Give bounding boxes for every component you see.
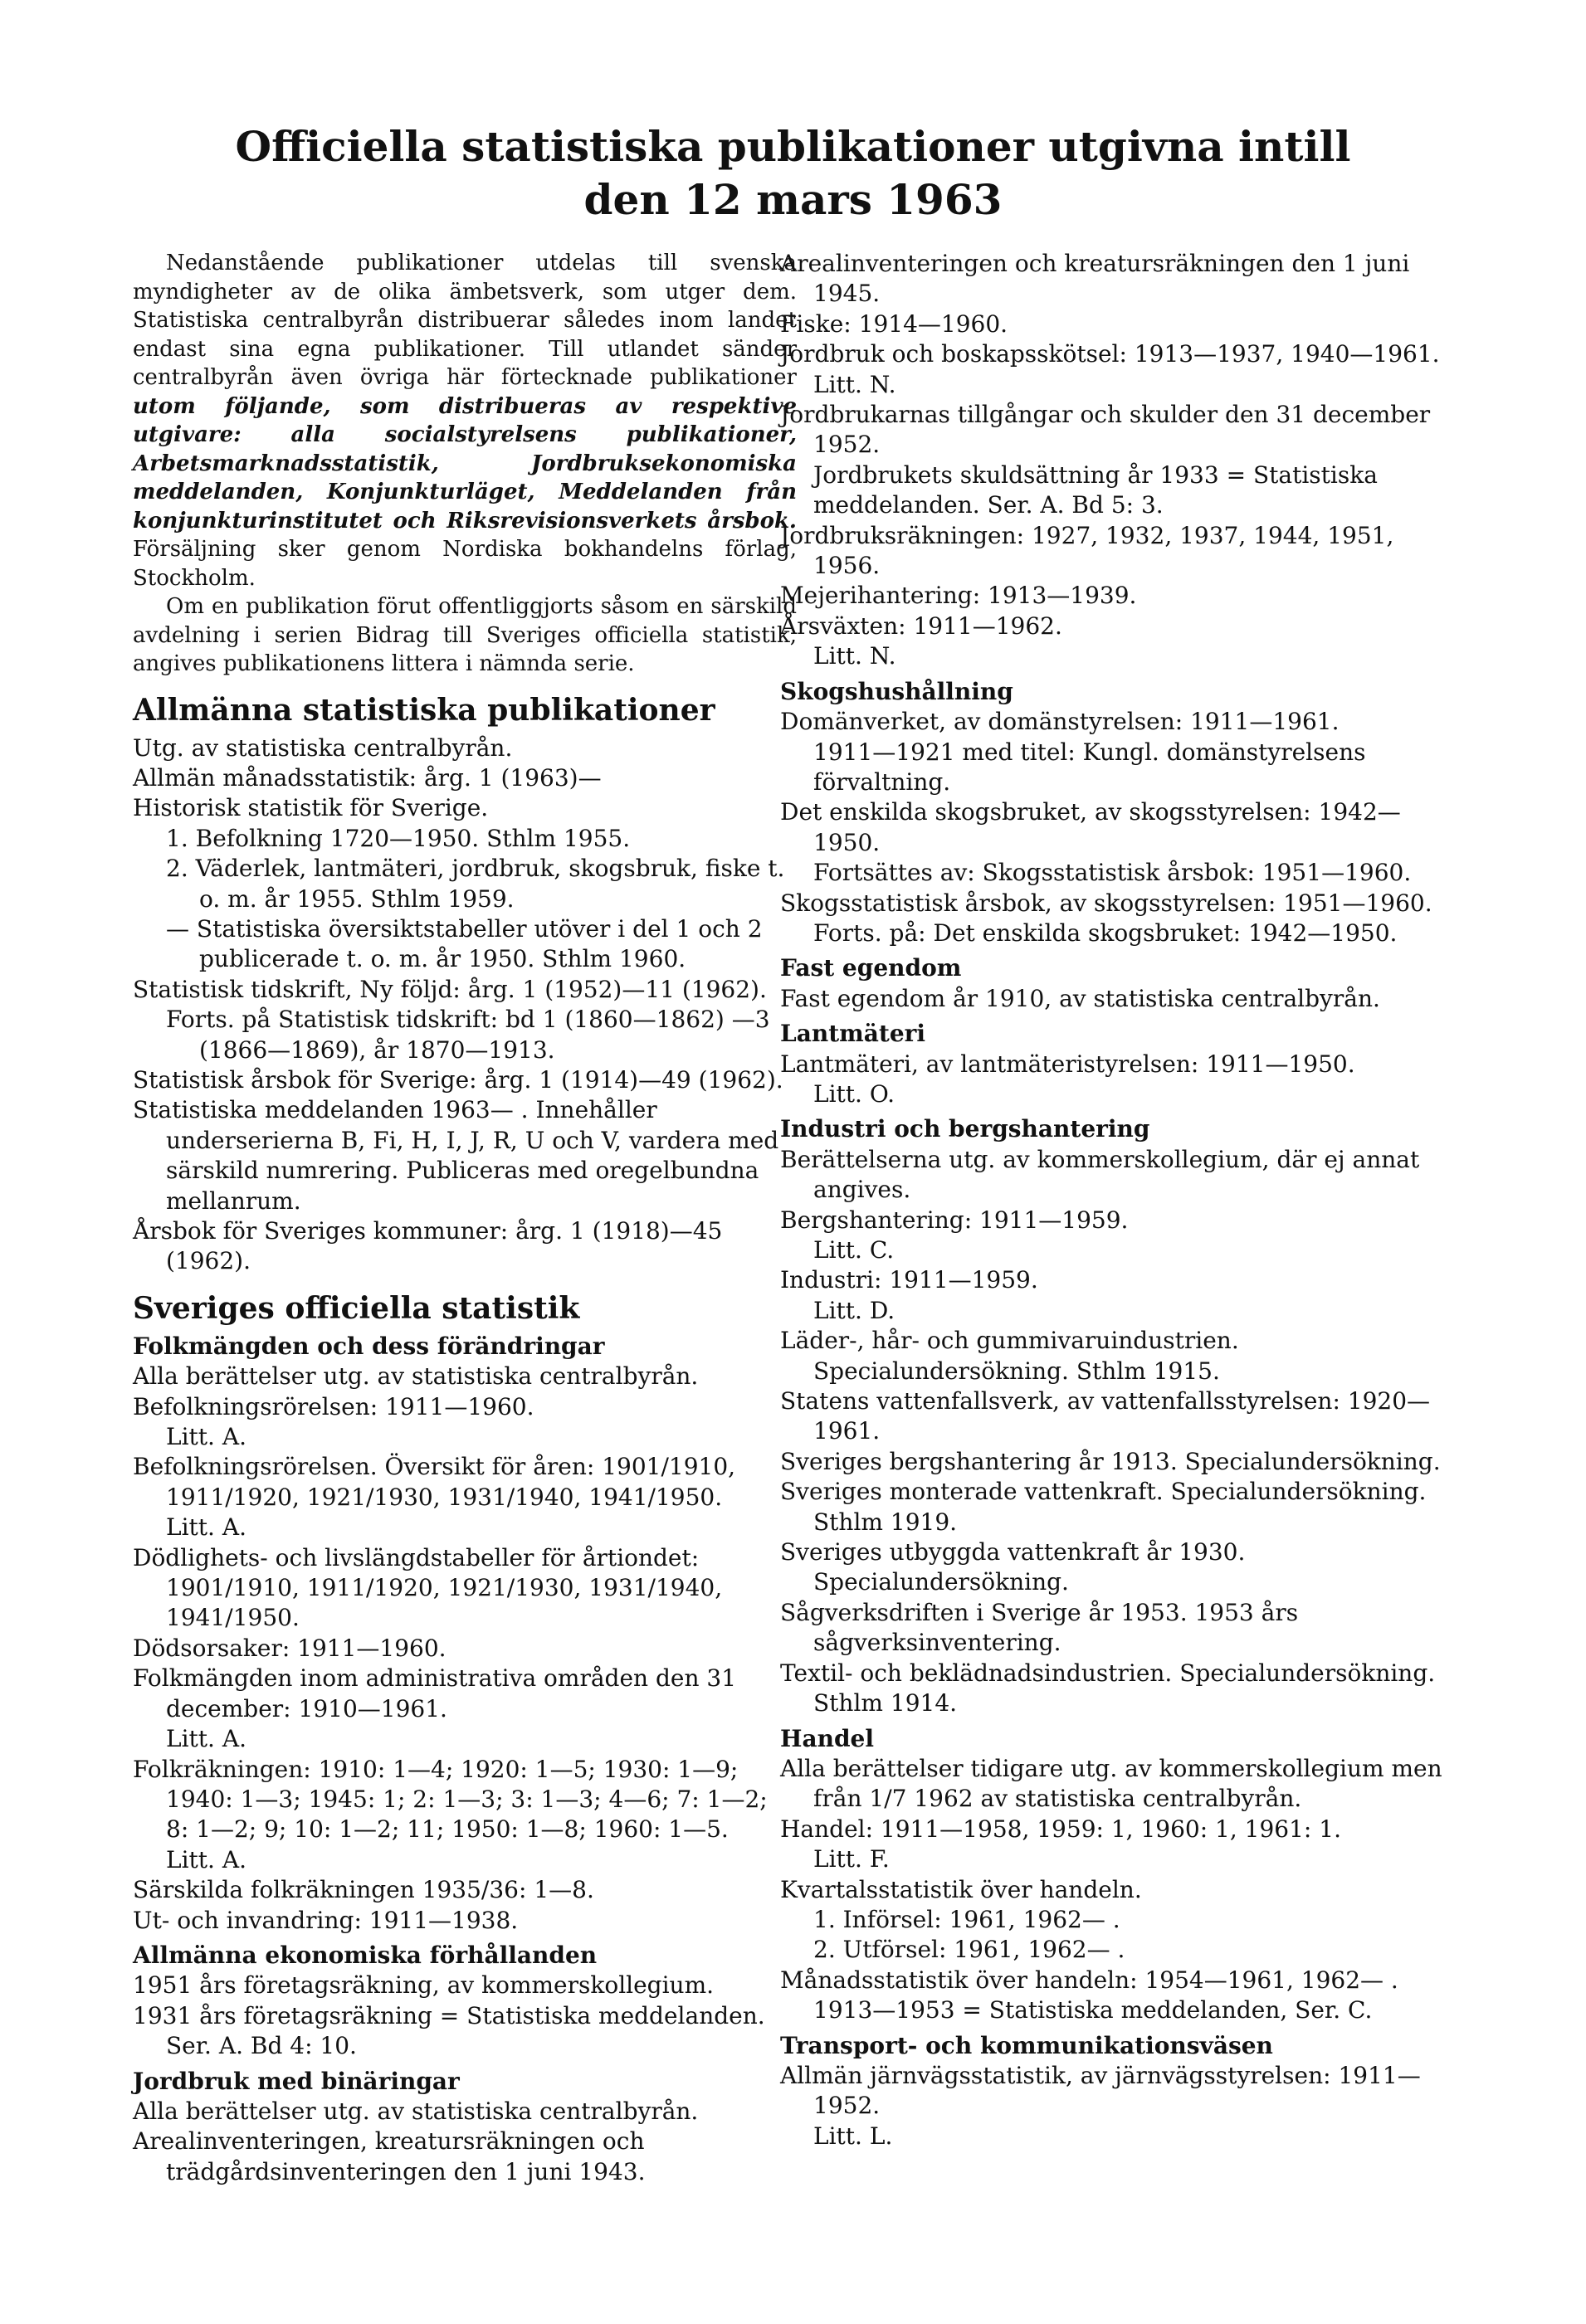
entry: 1931 års företagsräkning = Statistiska meddelanden. Ser. A. Bd 4: 10.: [133, 2001, 765, 2060]
entry: Ut- och invandring: 1911—1938.: [133, 1906, 519, 1934]
entry-sub: 1. Införsel: 1961, 1962— .: [813, 1905, 1120, 1933]
entry: Dödlighets- och livslängdstabeller för årtiondet: 1901/1910, 1911/1920, 1921/1930, 1931/1940, 1941/1950.: [133, 1543, 723, 1632]
category-heading: Jordbruk med binäringar: [133, 2067, 460, 2095]
entry: Fiske: 1914—1960.: [780, 309, 1008, 338]
entry: Sågverksdriften i Sverige år 1953. 1953 års sågverksinventering.: [780, 1598, 1299, 1657]
entry: Arealinventeringen, kreatursräkningen och trädgårdsinventeringen den 1 juni 1943.: [133, 2127, 646, 2185]
entry: Allmän månadsstatistik: årg. 1 (1963)—: [133, 763, 602, 792]
entry: Statistisk tidskrift, Ny följd: årg. 1 (1952)—11 (1962).: [133, 975, 767, 1003]
entry: Jordbruksräkningen: 1927, 1932, 1937, 1944, 1951, 1956.: [780, 521, 1394, 580]
litt-label: Litt. L.: [813, 2122, 893, 2150]
intro-text-b: Försäljning sker genom Nordiska bokhandelns förlag, Stockholm.: [133, 537, 797, 591]
intro-paragraph: [133, 249, 797, 592]
entry: Historisk statistik för Sverige.: [133, 794, 489, 822]
entry: Det enskilda skogsbruket, av skogsstyrelsen: 1942—1950.: [780, 798, 1401, 856]
entry: Läder-, hår- och gummivaruindustrien. Specialundersökning. Sthlm 1915.: [780, 1327, 1239, 1385]
entry: Alla berättelser utg. av statistiska centralbyrån.: [133, 2097, 699, 2125]
entry: Årsväxten: 1911—1962.: [780, 611, 1062, 640]
entry: Befolkningsrörelsen: 1911—1960.: [133, 1392, 534, 1420]
litt-label: Litt. C.: [813, 1236, 895, 1264]
category-heading: Lantmäteri: [780, 1020, 926, 1048]
category-heading: Transport- och kommunikationsväsen: [780, 2031, 1273, 2059]
litt-label: Litt. N.: [813, 370, 896, 398]
page-title: Officiella statistiska publikationer utgivna intill: [235, 122, 1351, 171]
category-heading: Allmänna ekonomiska förhållanden: [133, 1941, 598, 1969]
entry: Fast egendom år 1910, av statistiska centralbyrån.: [780, 984, 1380, 1012]
category-heading: Handel: [780, 1724, 874, 1752]
entry: Berättelserna utg. av kommerskollegium, där ej annat angives.: [780, 1145, 1420, 1204]
category-heading: Skogshushållning: [780, 677, 1013, 705]
right-column: [780, 249, 1444, 2151]
litt-label: Litt. A.: [166, 1513, 246, 1542]
litt-label: Litt. D.: [813, 1296, 895, 1324]
entry-sub: Forts. på Statistisk tidskrift: bd 1 (1860—1862) —3 (1866—1869), år 1870—1913.: [166, 1006, 770, 1064]
entry: Kvartalsstatistik över handeln.: [780, 1875, 1142, 1903]
entry: Dödsorsaker: 1911—1960.: [133, 1634, 447, 1662]
entry: Sveriges bergshantering år 1913. Specialundersökning.: [780, 1447, 1441, 1475]
entry: Månadsstatistik över handeln: 1954—1961, 1962— .: [780, 1966, 1398, 1994]
litt-label: Litt. F.: [813, 1845, 890, 1873]
entry: Handel: 1911—1958, 1959: 1, 1960: 1, 1961: 1.: [780, 1815, 1341, 1843]
entry: Statens vattenfallsverk, av vattenfallsstyrelsen: 1920—1961.: [780, 1387, 1431, 1445]
page-subtitle-date: den 12 mars 1963: [583, 175, 1003, 224]
entry: Skogsstatistisk årsbok, av skogsstyrelsen: 1951—1960.: [780, 889, 1432, 917]
entry: Lantmäteri, av lantmäteristyrelsen: 1911—1950.: [780, 1050, 1355, 1078]
entry-sub: 1911—1921 med titel: Kungl. domänstyrelsens förvaltning.: [813, 738, 1366, 796]
entry-sub: Forts. på: Det enskilda skogsbruket: 1942—1950.: [813, 918, 1398, 947]
entry: Textil- och beklädnadsindustrien. Specialundersökning. Sthlm 1914.: [780, 1659, 1436, 1717]
entry: Årsbok för Sveriges kommuner: årg. 1 (1918)—45 (1962).: [133, 1217, 723, 1275]
section-heading-general: Allmänna statistiska publikationer: [133, 692, 715, 728]
entry: Domänverket, av domänstyrelsen: 1911—1961.: [780, 708, 1340, 736]
entry: Industri: 1911—1959.: [780, 1266, 1038, 1294]
entry-sub: 2. Utförsel: 1961, 1962— .: [813, 1936, 1125, 1964]
entry: Alla berättelser tidigare utg. av kommerskollegium men från 1/7 1962 av statistiska centralbyrån.: [780, 1754, 1442, 1813]
category-heading: Folkmängden och dess förändringar: [133, 1332, 605, 1360]
entry-sub: Fortsättes av: Skogsstatistisk årsbok: 1951—1960.: [813, 859, 1412, 887]
category-heading: Industri och bergshantering: [780, 1115, 1150, 1143]
entry: Utg. av statistiska centralbyrån.: [133, 733, 513, 762]
entry-sub: 1. Befolkning 1720—1950. Sthlm 1955.: [166, 824, 631, 852]
entry: Särskilda folkräkningen 1935/36: 1—8.: [133, 1876, 594, 1904]
entry-sub: — Statistiska översiktstabeller utöver i del 1 och 2 publicerade t. o. m. år 1950. Sthlm 1960.: [166, 914, 763, 973]
intro-text-a: Nedanstående publikationer utdelas till svenska myndigheter av de olika ämbetsverk, som utger dem. Statistiska centralbyrån distribuerar således inom landet endast sina egna publikationer. Till utlandet sänder centralbyrån även övriga här förtecknade publikationer: [133, 251, 797, 390]
entry: Befolkningsrörelsen. Översikt för åren: 1901/1910, 1911/1920, 1921/1930, 1931/1940, 1941/1950.: [133, 1453, 736, 1511]
entry: Sveriges monterade vattenkraft. Specialundersökning. Sthlm 1919.: [780, 1478, 1427, 1536]
entry: Alla berättelser utg. av statistiska centralbyrån.: [133, 1362, 699, 1391]
litt-label: Litt. A.: [166, 1845, 246, 1873]
category-heading: Fast egendom: [780, 954, 962, 982]
entry: Statistiska meddelanden 1963— . Innehåller underserierna B, Fi, H, I, J, R, U och V, vardera med särskild numrering. Publiceras med oregelbundna mellanrum.: [133, 1096, 779, 1215]
entry: Allmän järnvägsstatistik, av järnvägsstyrelsen: 1911—1952.: [780, 2061, 1421, 2120]
entry-sub: 1913—1953 = Statistiska meddelanden, Ser. C.: [813, 1996, 1373, 2024]
entry: Folkmängden inom administrativa områden den 31 december: 1910—1961.: [133, 1664, 737, 1722]
entry: Sveriges utbyggda vattenkraft år 1930. Specialundersökning.: [780, 1538, 1246, 1596]
entry-sub: Jordbrukets skuldsättning år 1933 = Statistiska meddelanden. Ser. A. Bd 5: 3.: [813, 460, 1378, 519]
section-heading-official: Sveriges officiella statistik: [133, 1290, 580, 1326]
entry: Bergshantering: 1911—1959.: [780, 1206, 1129, 1234]
litt-label: Litt. N.: [813, 642, 896, 670]
litt-label: Litt. O.: [813, 1079, 895, 1108]
intro-text-emphasis: utom följande, som distribueras av respektive utgivare: alla socialstyrelsens publikationer, Arbetsmarknadsstatistik, Jordbruksekonomiska meddelanden, Konjunkturläget, Meddelanden från konjunkturinstitutet och Riksrevisionsverkets årsbok.: [133, 393, 797, 533]
entry: Folkräkningen: 1910: 1—4; 1920: 1—5; 1930: 1—9; 1940: 1—3; 1945: 1; 2: 1—3; 3: 1—3; 4—6; 7: 1—2; 8: 1—2; 9; 10: 1—2; 11; 1950: 1—8; 1960: 1—5.: [133, 1755, 768, 1844]
entry: Mejerihantering: 1913—1939.: [780, 582, 1137, 610]
entry: Jordbruk och boskapsskötsel: 1913—1937, 1940—1961.: [780, 340, 1440, 368]
entry: 1951 års företagsräkning, av kommerskollegium.: [133, 1971, 715, 2000]
entry-sub: 2. Väderlek, lantmäteri, jordbruk, skogsbruk, fiske t. o. m. år 1955. Sthlm 1959.: [166, 855, 785, 913]
intro-paragraph-2: Om en publikation förut offentliggjorts såsom en särskild avdelning i serien Bidrag till Sveriges officiella statistik, angives publikationens littera i nämnda serie.: [133, 594, 797, 676]
left-column: [133, 249, 797, 2187]
litt-label: Litt. A.: [166, 1725, 246, 1753]
entry: Arealinventeringen och kreatursräkningen den 1 juni 1945.: [780, 250, 1410, 308]
litt-label: Litt. A.: [166, 1423, 246, 1451]
entry: Jordbrukarnas tillgångar och skulder den 31 december 1952.: [780, 401, 1431, 459]
entry: Statistisk årsbok för Sverige: årg. 1 (1914)—49 (1962).: [133, 1065, 783, 1094]
